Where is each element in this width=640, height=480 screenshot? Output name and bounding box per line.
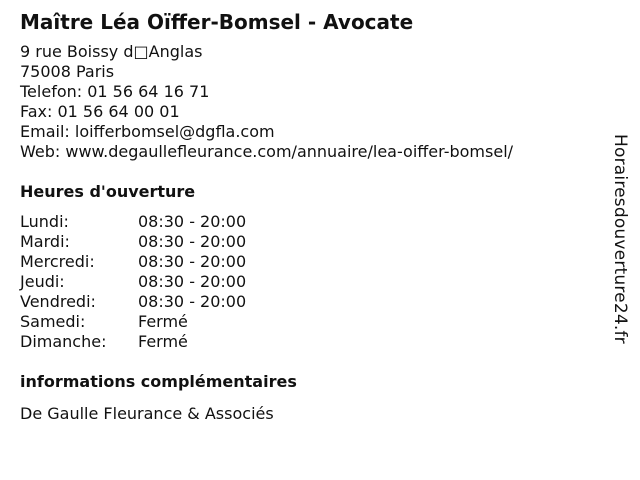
hours-value: 08:30 - 20:00 bbox=[138, 292, 247, 311]
hours-row bbox=[20, 232, 320, 252]
phone-number: Telefon: 01 56 64 16 71 bbox=[20, 82, 210, 101]
additional-info-text: De Gaulle Fleurance & Associés bbox=[20, 404, 274, 423]
day-label: Mercredi: bbox=[20, 252, 95, 271]
business-title: Maître Léa Oïffer-Bomsel - Avocate bbox=[20, 10, 414, 34]
hours-row bbox=[20, 292, 320, 312]
hours-row bbox=[20, 312, 320, 332]
day-label: Jeudi: bbox=[20, 272, 65, 291]
hours-value: 08:30 - 20:00 bbox=[138, 212, 247, 231]
opening-hours-table bbox=[20, 212, 320, 352]
hours-value: 08:30 - 20:00 bbox=[138, 252, 247, 271]
day-label: Samedi: bbox=[20, 312, 86, 331]
additional-info-heading: informations complémentaires bbox=[20, 372, 297, 391]
hours-value: Fermé bbox=[138, 312, 188, 331]
day-label: Lundi: bbox=[20, 212, 69, 231]
fax-number: Fax: 01 56 64 00 01 bbox=[20, 102, 180, 121]
day-label: Vendredi: bbox=[20, 292, 96, 311]
email-address: Email: loifferbomsel@dgfla.com bbox=[20, 122, 275, 141]
side-brand-label: Horairesdouverture24.fr bbox=[610, 134, 630, 344]
opening-hours-heading: Heures d'ouverture bbox=[20, 182, 196, 201]
hours-row bbox=[20, 332, 320, 352]
website-address: Web: www.degaullefleurance.com/annuaire/lea-oiffer-bomsel/ bbox=[20, 142, 514, 161]
hours-row bbox=[20, 212, 320, 232]
city-address: 75008 Paris bbox=[20, 62, 115, 81]
street-address: 9 rue Boissy d□Anglas bbox=[20, 42, 203, 61]
contact-block bbox=[20, 42, 600, 162]
hours-value: 08:30 - 20:00 bbox=[138, 232, 247, 251]
hours-value: 08:30 - 20:00 bbox=[138, 272, 247, 291]
hours-value: Fermé bbox=[138, 332, 188, 351]
day-label: Mardi: bbox=[20, 232, 70, 251]
hours-row bbox=[20, 252, 320, 272]
day-label: Dimanche: bbox=[20, 332, 107, 351]
hours-row bbox=[20, 272, 320, 292]
business-listing bbox=[20, 10, 600, 424]
